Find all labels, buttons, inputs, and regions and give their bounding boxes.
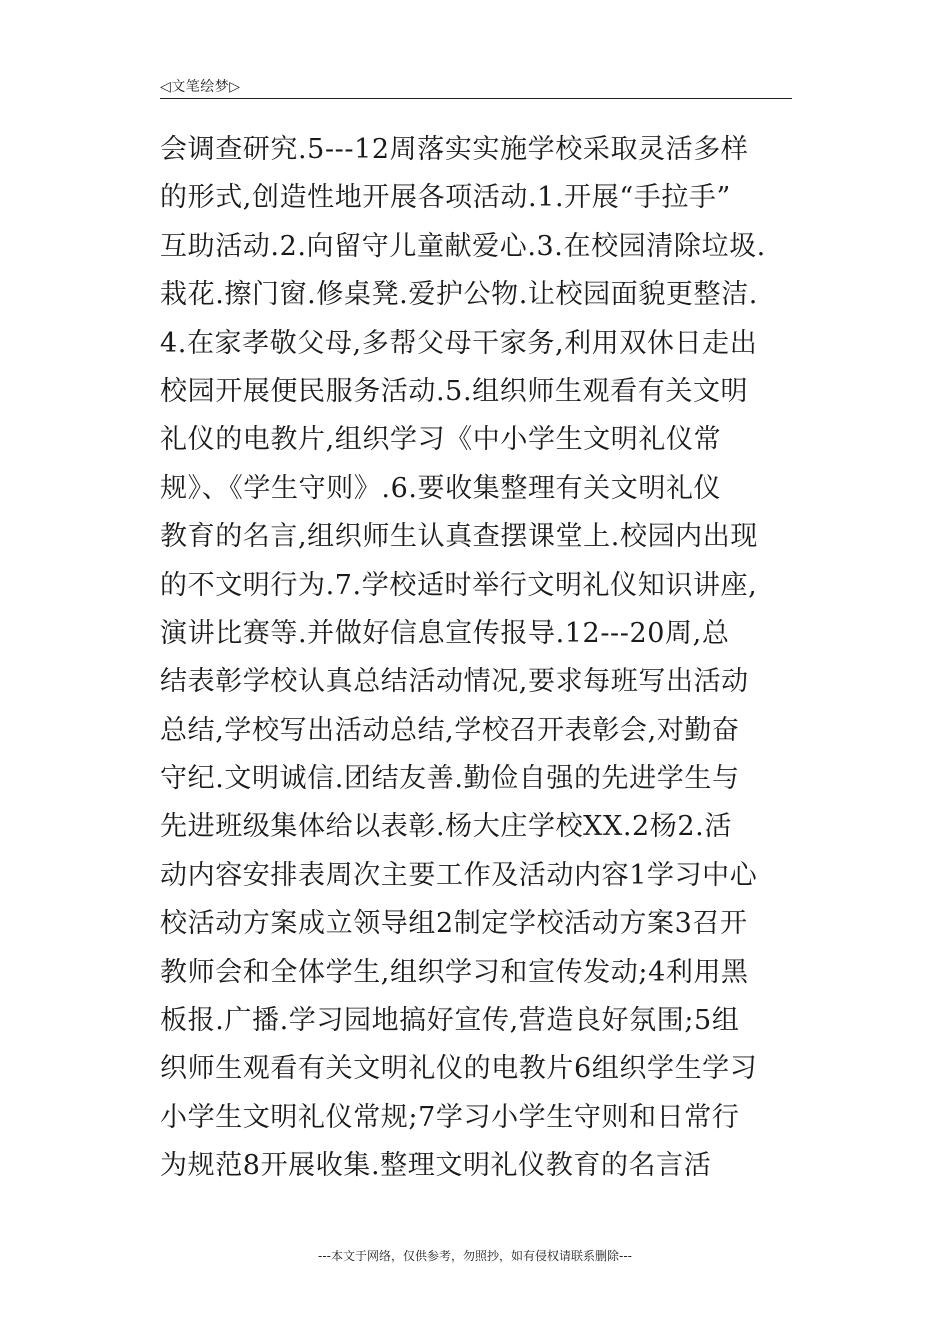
- body-line: 守纪.文明诚信.团结友善.勤俭自强的先进学生与: [160, 763, 740, 795]
- body-line: 礼仪的电教片,组织学习《中小学生文明礼仪常: [160, 424, 722, 456]
- body-line: 动内容安排表周次主要工作及活动内容1学习中心: [160, 859, 758, 891]
- body-line: 教师会和全体学生,组织学习和宣传发动;4利用黑: [160, 956, 749, 988]
- page-header: [160, 74, 792, 99]
- body-line: 4.在家孝敬父母,多帮父母干家务,利用双休日走出: [160, 327, 758, 359]
- body-line: 演讲比赛等.并做好信息宣传报导.12---20周,总: [160, 617, 730, 649]
- body-line: 织师生观看有关文明礼仪的电教片6组织学生学习: [160, 1053, 758, 1085]
- header-logo-text: ◁文笔绘梦▷: [160, 79, 241, 95]
- body-line: 栽花.擦门窗.修桌凳.爱护公物.让校园面貌更整洁.: [160, 279, 758, 311]
- body-line: 互助活动.2.向留守儿童献爱心.3.在校园清除垃圾.: [160, 230, 766, 262]
- body-line: 规》、《学生守则》.6.要收集整理有关文明礼仪: [160, 472, 722, 504]
- document-body: [160, 126, 800, 1191]
- body-line: 小学生文明礼仪常规;7学习小学生守则和日常行: [160, 1101, 740, 1133]
- body-line: 结表彰学校认真总结活动情况,要求每班写出活动: [160, 666, 749, 698]
- body-line: 校园开展便民服务活动.5.组织师生观看有关文明: [160, 375, 749, 407]
- body-line: 为规范8开展收集.整理文明礼仪教育的名言活: [160, 1150, 712, 1182]
- body-line: 校活动方案成立领导组2制定学校活动方案3召开: [160, 908, 748, 940]
- body-line: 总结,学校写出活动总结,学校召开表彰会,对勤奋: [160, 714, 740, 746]
- body-line: 会调查研究.5---12周落实实施学校采取灵活多样: [160, 134, 749, 165]
- body-line: 教育的名言,组织师生认真查摆课堂上.校园内出现: [160, 521, 758, 553]
- body-line: 的不文明行为.7.学校适时举行文明礼仪知识讲座,: [160, 569, 758, 601]
- body-line: 先进班级集体给以表彰.杨大庄学校XX.2杨2.活: [160, 811, 732, 843]
- body-line: 的形式,创造性地开展各项活动.1.开展“手拉手”: [160, 182, 731, 214]
- footer-disclaimer: ---本文于网络，仅供参考，勿照抄，如有侵权请联系删除---: [318, 1249, 632, 1263]
- body-line: 板报.广播.学习园地搞好宣传,营造良好氛围;5组: [160, 1005, 740, 1037]
